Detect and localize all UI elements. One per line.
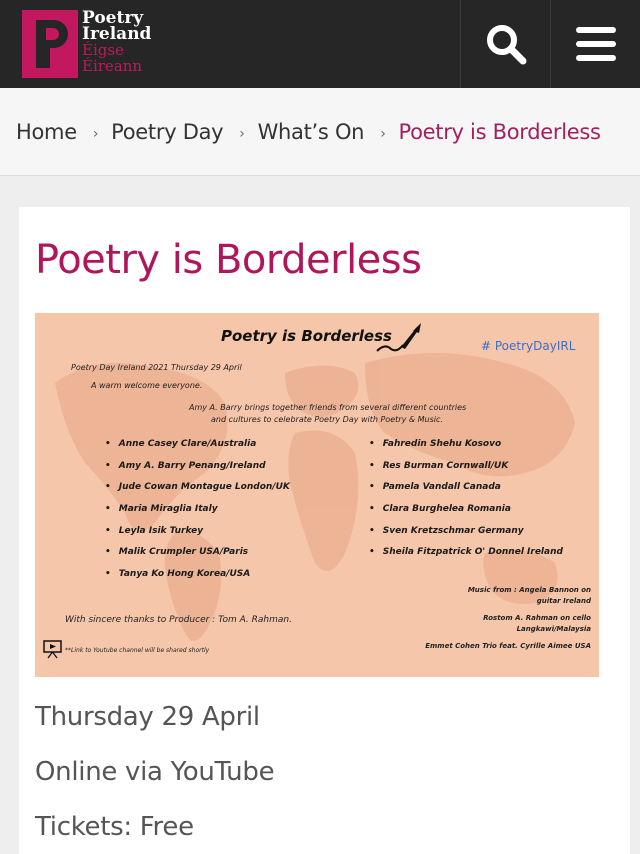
list-item: • Malik Crumpler USA/Paris [105, 547, 290, 569]
poster-date-line: Poetry Day Ireland 2021 Thursday 29 April [71, 363, 242, 372]
logo-text-en-2: Ireland [82, 24, 152, 44]
breadcrumb-poetry-day-link[interactable]: Poetry Day [111, 119, 224, 144]
list-item: • Sheila Fitzpatrick O' Donnel Ireland [369, 547, 563, 569]
event-card [19, 207, 630, 854]
page-title: Poetry is Borderless [35, 237, 422, 283]
logo-wordmark [82, 10, 151, 74]
list-item: • Res Burman Cornwall/UK [369, 461, 563, 483]
quill-pen-icon [373, 323, 423, 357]
breadcrumb-separator: › [92, 125, 99, 142]
poster-welcome: A warm welcome everyone. [91, 381, 203, 390]
list-item: • Jude Cowan Montague London/UK [105, 482, 290, 504]
video-presentation-icon [43, 639, 63, 659]
logo-p-mark-icon [22, 10, 78, 78]
search-button[interactable] [460, 0, 550, 88]
poster-music-line-2: guitar Ireland [536, 597, 591, 605]
breadcrumb-whats-on-link[interactable]: What’s On [257, 119, 365, 144]
list-item: • Amy A. Barry Penang/Ireland [105, 461, 290, 483]
event-venue: Online via YouTube [35, 757, 275, 787]
event-poster-image [35, 313, 599, 677]
poster-music-line-3: Rostom A. Rahman on cello [483, 614, 591, 622]
logo-text-en-1: Poetry [82, 8, 144, 28]
poster-hashtag: # PoetryDayIRL [481, 339, 576, 353]
logo-text-ga-2: Éireann [82, 57, 143, 75]
breadcrumb-separator: › [380, 125, 386, 142]
event-date: Thursday 29 April [35, 702, 260, 732]
poster-intro-1: Amy A. Barry brings together friends from several different countries [189, 403, 467, 412]
search-icon [484, 22, 528, 66]
list-item: • Pamela Vandall Canada [369, 482, 563, 504]
poster-music-line-4: Langkawi/Malaysia [516, 625, 591, 633]
poster-title: Poetry is Borderless [221, 327, 392, 345]
poster-music-line-1: Music from : Angela Bannon on [467, 586, 591, 594]
list-item: • Tanya Ko Hong Korea/USA [105, 569, 290, 591]
logo-text-ga-1: Éigse [82, 41, 124, 59]
list-item: • Maria Miraglia Italy [105, 504, 290, 526]
breadcrumb [0, 88, 640, 176]
list-item: • Anne Casey Clare/Australia [105, 439, 290, 461]
hamburger-menu-icon [576, 27, 616, 61]
list-item: • Fahredin Shehu Kosovo [369, 439, 563, 461]
poetry-ireland-logo[interactable] [22, 10, 151, 78]
poster-intro-2: and cultures to celebrate Poetry Day with Poetry & Music. [211, 415, 443, 424]
breadcrumb-current-page: Poetry is Borderless [398, 119, 601, 144]
site-header [0, 0, 640, 88]
poster-youtube-note: **Link to Youtube channel will be shared shortly [65, 647, 210, 654]
list-item: • Leyla Isik Turkey [105, 526, 290, 548]
list-item: • Sven Kretzschmar Germany [369, 526, 563, 548]
breadcrumb-separator: › [239, 125, 245, 142]
breadcrumb-home-link[interactable]: Home [16, 119, 77, 144]
poster-music-credits [425, 585, 591, 652]
poster-music-line-5: Emmet Cohen Trio feat. Cyrille Aimee USA [425, 642, 591, 650]
poster-thanks: With sincere thanks to Producer : Tom A. Rahman. [65, 615, 292, 625]
event-tickets: Tickets: Free [35, 812, 194, 842]
menu-button[interactable] [550, 0, 640, 88]
poster-left-poet-list [105, 439, 290, 591]
list-item: • Clara Burghelea Romania [369, 504, 563, 526]
poster-right-poet-list [369, 439, 563, 569]
